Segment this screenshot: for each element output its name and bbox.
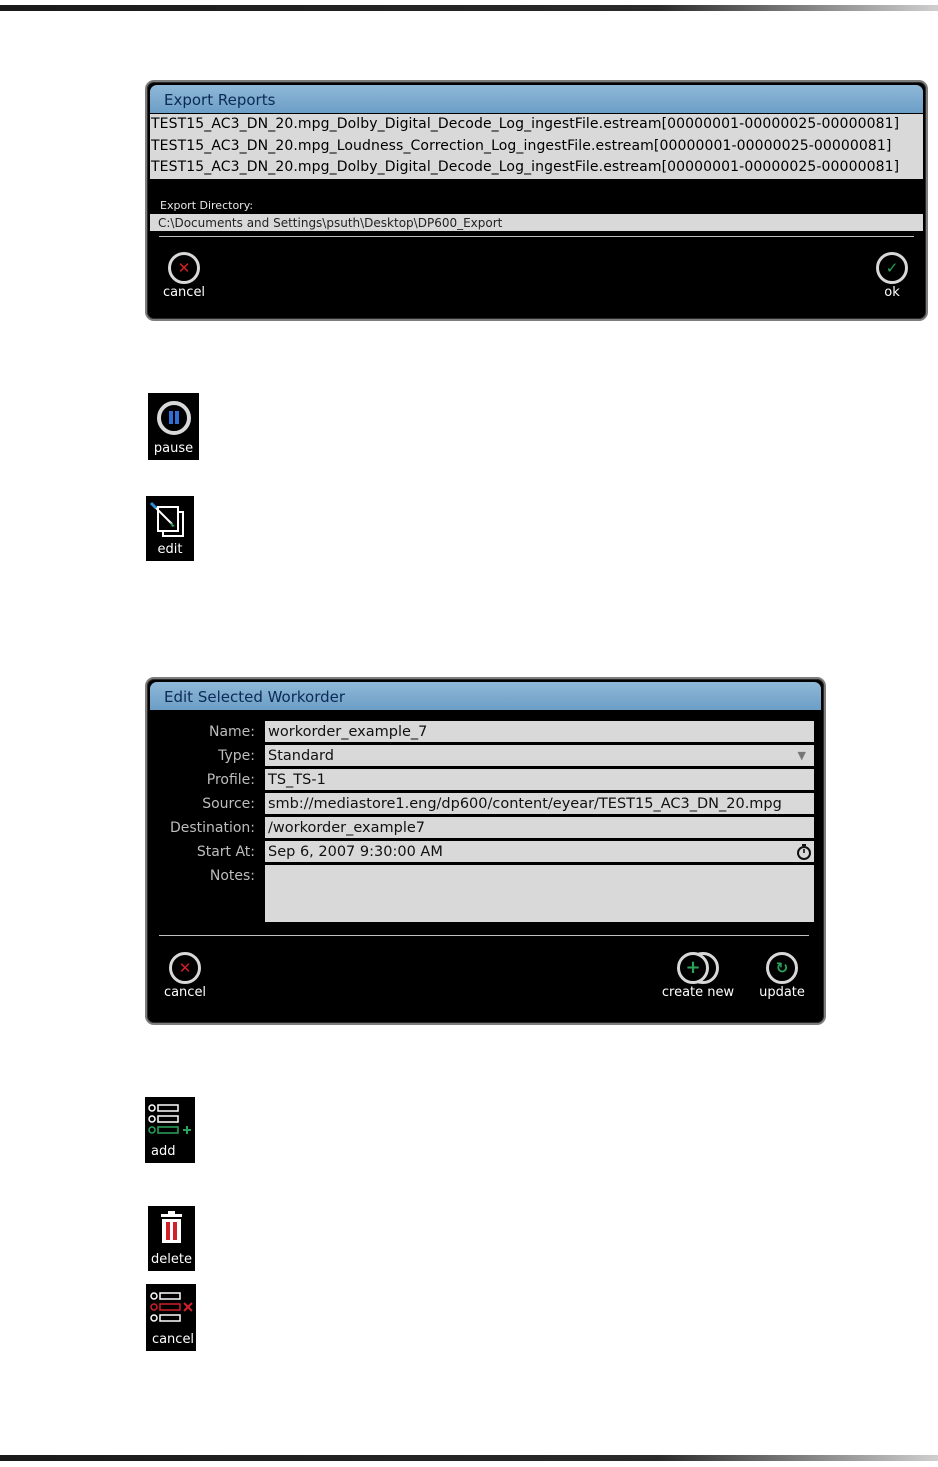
type-select[interactable]: Standard ▼ [265,745,814,766]
trash-icon [148,1210,195,1254]
destination-field[interactable]: /workorder_example7 [265,817,814,838]
add-list-icon [145,1101,195,1147]
list-item[interactable]: TEST15_AC3_DN_20.mpg_Loudness_Correction_Log_ingestFile.estream[00000001-00000025-00000081] [151,137,892,154]
timer-icon[interactable] [796,843,812,861]
start-at-field[interactable]: Sep 6, 2007 9:30:00 AM [265,841,814,862]
check-icon: ✓ [876,252,908,284]
notes-textarea[interactable] [265,865,814,922]
remove-list-icon [146,1290,196,1334]
profile-row: Profile: TS_TS-1 [147,769,824,791]
destination-row: Destination: /workorder_example7 [147,817,824,839]
name-row: Name: workorder_example_7 [147,721,824,743]
cancel-list-button[interactable] [146,1284,196,1351]
ok-button[interactable]: ✓ ok [867,252,917,300]
dialog-title: Edit Selected Workorder [150,682,821,710]
start-at-row: Start At: Sep 6, 2007 9:30:00 AM [147,841,824,863]
delete-button[interactable] [148,1206,195,1271]
pause-icon [148,397,199,441]
chevron-down-icon: ▼ [797,749,806,762]
name-field[interactable]: workorder_example_7 [265,721,814,742]
export-directory-field[interactable]: C:\Documents and Settings\psuth\Desktop\DP600_Export [150,214,923,231]
create-new-icon: + [673,952,723,984]
source-field[interactable]: smb://mediastore1.eng/dp600/content/eyear/TEST15_AC3_DN_20.mpg [265,793,814,814]
edit-workorder-dialog [145,677,826,1025]
divider [159,236,914,237]
list-item[interactable]: TEST15_AC3_DN_20.mpg_Dolby_Digital_Decode_Log_ingestFile.estream[00000001-00000025-00000081] [151,116,900,132]
pause-button[interactable] [148,393,199,460]
dialog-title: Export Reports [150,85,923,113]
top-rule [0,5,938,11]
edit-label: edit [157,542,183,557]
notes-row: Notes: [147,865,824,923]
edit-button[interactable] [146,496,194,561]
export-directory-label: Export Directory: [160,199,254,212]
create-new-button[interactable]: + create new [657,952,739,1000]
cancel-button[interactable]: ✕ cancel [159,252,209,300]
edit-icon [146,498,194,544]
cancel-icon: ✕ [169,952,201,984]
profile-field[interactable]: TS_TS-1 [265,769,814,790]
divider [159,935,809,936]
file-list[interactable] [150,114,923,179]
bottom-rule [0,1455,938,1461]
cancel-icon: ✕ [168,252,200,284]
refresh-icon: ↻ [766,952,798,984]
source-row: Source: smb://mediastore1.eng/dp600/content/eyear/TEST15_AC3_DN_20.mpg [147,793,824,815]
list-item[interactable]: TEST15_AC3_DN_20.mpg_Dolby_Digital_Decode_Log_ingestFile.estream[00000001-00000025-00000081] [151,159,900,176]
delete-label: delete [151,1252,192,1267]
pause-label: pause [153,441,194,456]
add-label: add [151,1144,176,1159]
type-row: Type: Standard ▼ [147,745,824,767]
export-reports-dialog [145,80,928,321]
add-button[interactable] [145,1097,195,1163]
cancel-button[interactable]: ✕ cancel [160,952,210,1000]
cancel-label: cancel [151,1332,195,1347]
update-button[interactable]: ↻ update [754,952,810,1000]
